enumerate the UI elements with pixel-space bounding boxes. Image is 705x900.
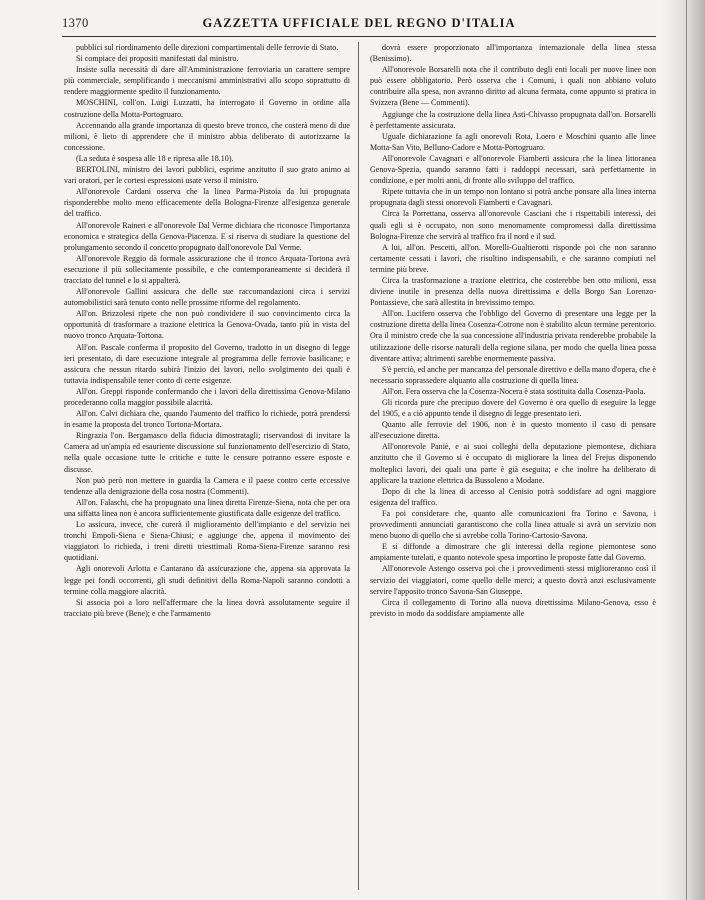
paragraph: Aggiunge che la costruzione della linea Asti-Chivasso propugnata dall'on. Borsarelli è perfettamente assicurata. xyxy=(370,109,656,130)
paragraph: Fa poi considerare che, quanto alle comunicazioni fra Torino e Savona, i provvedimenti annunciati garantiscono che colla linea attuale si avrà un servizio non meno buono di quello che si avrebbe colla Torino-Cartosio-Savona. xyxy=(370,508,656,541)
paragraph: All'on. Pascale conferma il proposito del Governo, tradotto in un disegno di legge ieri presentato, di dare esecuzione integrale al programma delle ferrovie basilicane; e assicura che nessun ritardo subirà l'inizio dei lavori, nello svolgimento dei quali è tuttavia indispensabile tener conto di certe esigenze. xyxy=(64,342,350,385)
right-column xyxy=(370,42,656,890)
paragraph: BERTOLINI, ministro dei lavori pubblici, esprime anzitutto il suo grato animo ai vari oratori, per le cortesi espressioni usate verso il ministro. xyxy=(64,165,350,186)
page-number: 1370 xyxy=(62,16,89,30)
paragraph: A lui, all'on. Pescetti, all'on. Morelli-Gualtierotti risponde poi che non saranno certamente cessati i lavori, che risultino indispensabili, e che saranno compiuti nel termine più breve. xyxy=(370,242,656,274)
paragraph: All'onorevole Raineri e all'onorevole Dal Verme dichiara che riconosce l'importanza economica e strategica della Genova-Piacenza. E si riserva di studiare la questione del prolungamento secondo il concetto propugnato dall'onorevole Dal Verme. xyxy=(64,220,350,252)
paragraph: All'on. Lucifero osserva che l'obbligo del Governo di presentare una legge per la costruzione diretta della linea Cosenza-Cotrone non è stabilito alcun termine perentorio. Ora il ministro crede che la sua concessione all'industria privata renderebbe probabile la utilizzazione delle risorse naturali della regione silana, per modo che quella linea possa diventare attiva; altrimenti sarebbe enormemente passiva. xyxy=(370,309,656,363)
paragraph: E si diffonde a dimostrare che gli interessi della regione piemontese sono ampiamente tutelati, e quanto notevole spesa importino le proposte fatte dal Governo. xyxy=(370,542,656,563)
paragraph: Circa il collegamento di Torino alla nuova direttissima Milano-Genova, esso è previsto in modo da soddisfare ampiamente alle xyxy=(370,597,656,618)
paragraph: All'on. Brizzolesi ripete che non può condividere il suo convincimento circa la opportunità di trasformare a trazione elettrica la Genova-Ovada, tanto più in vista del nuovo tronco Arquata-Tortona. xyxy=(64,309,350,341)
paragraph: (La seduta è sospesa alle 18 e ripresa alle 18.10). xyxy=(76,153,234,163)
paragraph: All'onorevole Cavagnari e all'onorevole Fiamberti assicura che la linea littoranea Genova-Spezia, quando saranno fatti i raddoppi necessari, sarà perfettamente in condizione, e per molti anni, di fronte allo sviluppo del traffico. xyxy=(370,153,656,186)
paragraph: Ripete tuttavia che in un tempo non lontano si potrà anche ponsare alla linea interna propugnata dagli stessi onorevoli Fiamberti e Cavagnari. xyxy=(370,187,656,208)
paragraph: Uguale dichiarazione fa agli onorevoli Rota, Loero e Moschini quanto alle linee Motta-San Vito, Belluno-Cadore e Motta-Portogruaro. xyxy=(370,131,656,152)
page-header xyxy=(62,14,656,37)
page-edge-shadow xyxy=(661,0,705,900)
paragraph: All'on. Calvi dichiara che, quando l'aumento del traffico lo richiede, potrà prendersi in esame la proposta del tronco Tortona-Mortara. xyxy=(64,409,350,430)
column-divider xyxy=(358,42,359,890)
paragraph: All'onorevole Paniè, e ai suoi colleghi della deputazione piemontese, dichiara anzitutto che il Governo si è occupato di migliorare la linea del Frejus disponendo molteplici lavori, dei quali una parte è già eseguita; e che inoltre ha deliberato di applicare la trazione elettrica da Bussoleno a Modane. xyxy=(370,442,656,485)
paragraph: Si associa poi a loro nell'affermare che la linea dovrà assolutamente seguire il tracciato più breve (Bene); e che l'armamento xyxy=(64,597,350,618)
paragraph: Gli ricorda pure che precipuo dovere del Governo è ora quello di eseguire la legge del 1905, e a ciò appunto tende il disegno di legge presentato ieri. xyxy=(370,398,656,419)
gazette-title: GAZZETTA UFFICIALE DEL REGNO D'ITALIA xyxy=(202,16,516,30)
paragraph: Si compiace dei propositi manifestati dal ministro. xyxy=(76,54,239,64)
paragraph: S'è perciò, ed anche per mancanza del personale direttivo e della mano d'opera, che è necessario soprassedere alquanto alla costruzione di quella linea. xyxy=(370,364,656,385)
paragraph: Non può però non mettere in guardia la Camera e il paese contro certe eccessive tendenze alla denigrazione della cosa nostra (Commenti). xyxy=(64,475,350,496)
paragraph: dovrà essere proporzionato all'importanza internazionale della linea stessa (Benissimo). xyxy=(370,43,656,64)
paragraph: Accennando alla grande importanza di questo breve tronco, che costerà meno di due milioni, è lieto di apprendere che il ministro abbia deliberato di autorizzarne la concessione. xyxy=(64,120,350,152)
paragraph: All'onorevole Cardani osserva che la linea Parma-Pistoia da lui propugnata risponderebbe molto meno efficacemente della Bologna-Firenze all'esigenza generale del traffico. xyxy=(64,187,350,219)
paragraph: Quanto alle ferrovie del 1906, non è in questo momento il caso di pensare all'esecuzione diretta. xyxy=(370,420,656,441)
paragraph: All'on. Greppi risponde confermando che i lavori della direttissima Genova-Milano procederanno colla maggior possibile alacrità. xyxy=(64,386,350,407)
paragraph: Insiste sulla necessità di dare all'Amministrazione ferroviaria un carattere sempre più commerciale, semplificando i meccanismi amministrativi allo scopo soprattutto di rendere maggiormente spedito il funzionamento. xyxy=(64,65,350,97)
paragraph: Dopo di che la linea di accesso al Cenisio potrà soddisfare ad ogni maggiore esigenza del traffico. xyxy=(370,486,656,507)
paragraph: All'onorevole Astengo osserva poi che i provvedimenti stessi miglioreranno così il servizio dei viaggiatori, come quello delle merci; a questo dovrà anzi esclusivamente servire l'apposito tronco Savona-San Giuseppe. xyxy=(370,564,656,596)
paragraph: Circa la Porrettana, osserva all'onorevole Casciani che i rispettabili interessi, dei quali egli si è occupato, non sono menomamente compromessi dalla direttissima Bologna-Firenze che servirà al traffico fra il nord e il sud. xyxy=(370,209,656,241)
paragraph: Agli onorevoli Arlotta e Cantarano dà assicurazione che, appena sia approvata la legge pei fondi occorrenti, gli studi definitivi della Roma-Napoli saranno condotti a termine colla maggiore alacrità. xyxy=(64,564,350,596)
page-edge-line xyxy=(686,0,687,900)
paragraph: Circa la trasformazione a trazione elettrica, che costerebbe ben otto milioni, essa diviene inutile in presenza della nuova direttissima e della Borgo San Lorenzo-Pontassieve, che sarà allestita in brevissimo tempo. xyxy=(370,275,656,308)
left-column xyxy=(64,42,350,890)
paragraph: MOSCHINI, coll'on. Luigi Luzzatti, ha interrogato il Governo in ordine alla costruzione della Motta-Portogruaro. xyxy=(64,98,350,119)
paragraph: Ringrazia l'on. Bergamasco della fiducia dimostratagli; riservandosi di invitare la Camera ad un'ampia ed esauriente discussione sul funzionamento dell'esercizio di Stato, nella quale occasione tutte le critiche e tutte le censure potranno essere esposte e discusse. xyxy=(64,431,350,474)
paragraph: All'on. Fera osserva che la Cosenza-Nocera è stata sostituita dalla Cosenza-Paola. xyxy=(382,386,646,396)
paragraph: Lo assicura, invece, che curerà il miglioramento dell'impianto e del servizio nei tronchi Empoli-Siena e Siena-Chiusi; e aggiunge che, appena il movimento dei viaggiatori lo richieda, i treni diretti triesttimali Roma-Siena-Firenze saranno resi quotidiani. xyxy=(64,520,350,563)
paragraph: All'on. Falaschi, che ha propugnato una linea diretta Firenze-Siena, nota che per ora una siffatta linea non è ancora sufficientemente giustificata dalle esigenze del traffico. xyxy=(64,497,350,518)
paragraph: All'onorevole Reggio dà formale assicurazione che il tronco Arquata-Tortona avrà esecuzione il più sollecitamente possibile, e che contemporaneamente si deciderà il tracciato del tunnel e lo si appalterà. xyxy=(64,253,350,285)
paragraph: All'onorevole Gallini assicura che delle sue raccomandazioni circa i servizi automobilistici sarà tenuto conto nelle prossime riforme del regolamento. xyxy=(64,287,350,308)
paragraph: pubblici sul riordinamento delle direzioni compartimentali delle ferrovie di Stato. xyxy=(76,43,339,52)
paragraph: All'onorevole Borsarelli nota che il contributo degli enti locali per nuove linee non può essere obbligatorio. Però osserva che i Comuni, i quali non abbiano voluto contribuire alla spesa, non avranno diritto ad alcuna fermata, come appunto si pratica in Svizzera (Bene — Commenti). xyxy=(370,65,656,108)
